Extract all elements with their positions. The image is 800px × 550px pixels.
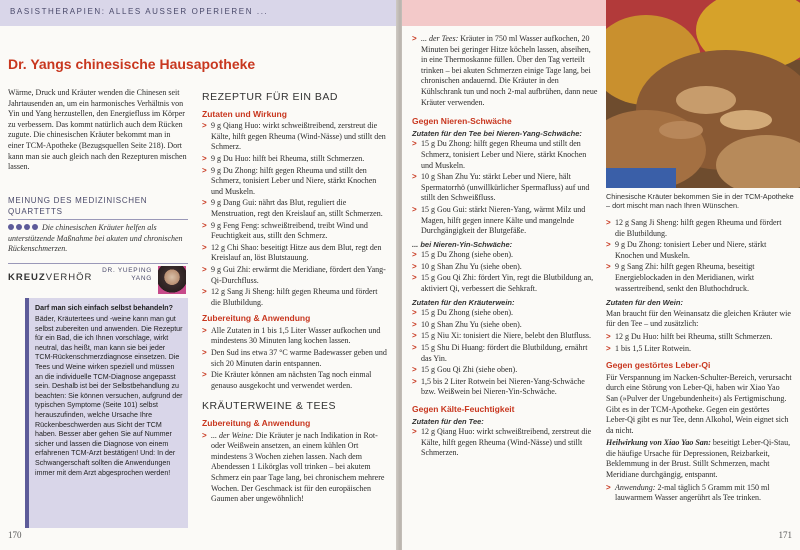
wein-subheading: Zutaten für den Kräuterwein: (412, 297, 515, 307)
list-item: > 15 g Du Zhong: hilft gegen Rheuma und stillt den Schmerz, tonisiert Leber und Niere, stärkt Knochen und Muskeln. (412, 139, 598, 171)
list-item: > 15 g Du Zhong (siehe oben). (412, 308, 598, 319)
leber-text: Für Verspannung im Nacken-Schulter-Bereich, verursacht durch eine Störung von Leber-Qi, haben wir Xiao Yao San (»Pulver der Ungebundenheit«) als Fertigmischung. Gibt es in der TCM-Apotheke. Gegen ein gestörtes Leber-Qi gibt es nur Tee, denn Alkohol, Wein eignet sich da nicht. (606, 372, 792, 435)
list-item: > ... der Tees: Kräuter in 750 ml Wasser aufkochen, 20 Minuten bei geringer Hitze köcheln lassen, abseihen, in eine Thermoskanne füllen. Über den Tag verteilt trinken – bei akuten Schmerzen einige Tage lang, bei chronischen andauernd. Die Kräuter in den Kühlschrank tun und noch 2-mal aufbrühen, dann neue Kräuter verwenden. (412, 34, 598, 108)
list-item: > 15 g Gou Qi Zhi: fördert Yin, regt die Blutbildung an, aktiviert Qi, verbessert die Sehkraft. (412, 273, 598, 294)
zutaten-heading: Zutaten und Wirkung (202, 108, 287, 119)
list-item: > 9 g Sang Zhi: hilft gegen Rheuma, beseitigt Energieblockaden in den Meridianen, wirkt wassertreibend, senkt den Bluthochdruck. (606, 262, 792, 294)
kaelte-list (412, 427, 598, 459)
list-item: > 12 g Sang Ji Sheng: hilft gegen Rheuma und fördert die Blutbildung. (202, 287, 388, 308)
list-item: > 9 g Qiang Huo: wirkt schweißtreibend, zerstreut die Kälte, hilft gegen Rheuma (Wind-Nässe) und stillt den Schmerz. (202, 121, 388, 153)
leber-healing: Heilwirkung von Xiao Yao San: beseitigt Leber-Qi-Stau, die häufige Ursache für Depressionen, Reizbarkeit, Beklemmung in der Brust. Stillt Schmerzen, macht Meridiane durchgängig, entspannt. (606, 438, 791, 480)
list-item: > 12 g Du Huo: hilft bei Rheuma, stillt Schmerzen. (606, 332, 792, 343)
bad-zubereitung-list (202, 326, 388, 392)
running-header (0, 0, 398, 26)
list-item: > Alle Zutaten in 1 bis 1,5 Liter Wasser aufkochen und mindestens 30 Minuten lang kochen lassen. (202, 326, 388, 347)
list-item: > 9 g Du Zhong: tonisiert Leber und Niere, stärkt Knochen und Muskeln. (606, 240, 792, 261)
list-item: > 10 g Shan Zhu Yu (siehe oben). (412, 262, 598, 273)
right-column-2 (606, 218, 792, 505)
rating-dots-icon (8, 223, 40, 232)
kraeuterweine-heading: KRÄUTERWEINE & TEES (202, 400, 336, 413)
herbs-market-image (606, 0, 800, 188)
right-column-1 (412, 34, 598, 460)
intro-column (8, 88, 188, 175)
list-item: > 12 g Chi Shao: beseitigt Hitze aus dem Blut, regt den Kreislauf an, löst Blutstauung. (202, 243, 388, 264)
list-item: > 15 g Du Zhong (siehe oben). (412, 250, 598, 261)
kreuzverhoer-question: Darf man sich einfach selbst behandeln? (35, 304, 173, 312)
kreuzverhoer-title: KREUZVERHÖR (8, 272, 93, 283)
list-item: > 10 g Shan Zhu Yu (siehe oben). (412, 320, 598, 331)
list-item: > 9 g Du Huo: hilft bei Rheuma, stillt Schmerzen. (202, 154, 388, 165)
list-item: > 9 g Gui Zhi: erwärmt die Meridiane, fördert den Yang-Qi-Durchfluss. (202, 265, 388, 286)
running-header-right (402, 0, 606, 26)
kreuzverhoer-box (25, 298, 188, 528)
list-item: > 1,5 bis 2 Liter Rotwein bei Nieren-Yang-Schwäche bzw. Weißwein bei Nieren-Yin-Schwäche. (412, 377, 598, 398)
yin-list (412, 250, 598, 294)
leber-heading: Gegen gestörtes Leber-Qi (606, 360, 711, 371)
bad-heading: REZEPTUR FÜR EIN BAD (202, 91, 339, 103)
expert-name: DR. YUEPING YANG (102, 267, 152, 282)
right-page (402, 0, 800, 550)
list-item: > 1 bis 1,5 Liter Rotwein. (606, 344, 792, 355)
page-number-right: 171 (778, 530, 792, 540)
col2-wein-text: Man braucht für den Weinansatz die gleichen Kräuter wie für den Tee – und zusätzlich: (606, 308, 791, 329)
list-item: > Anwendung: 2-mal täglich 5 Gramm mit 150 ml lauwarmem Wasser angerührt als Tee trinken. (606, 483, 792, 504)
list-item: > 9 g Dang Gui: nährt das Blut, reguliert die Menstruation, regt den Kreislauf an, stillt Schmerzen. (202, 198, 388, 219)
list-item: > 12 g Sang Ji Sheng: hilft gegen Rheuma und fördert die Blutbildung. (606, 218, 792, 239)
col2-wein-subheading: Zutaten für den Wein: (606, 298, 683, 308)
niere-tee-list (412, 139, 598, 236)
list-item: > 10 g Shan Zhu Yu: stärkt Leber und Niere, hält Spermatorrhö (unwillkürlicher Spermafluss) auf und stillt den Schweißfluss. (412, 172, 598, 204)
list-item: > 9 g Feng Feng: schweißtreibend, treibt Wind und Feuchtigkeit aus, stillt den Schmerz. (202, 221, 388, 242)
niere-heading: Gegen Nieren-Schwäche (412, 116, 512, 127)
quartet-heading: MEINUNG DES MEDIZINISCHEN QUARTETTS (8, 196, 188, 220)
quartet-box (8, 196, 188, 254)
quartet-text: Die chinesischen Kräuter helfen als unterstützende Maßnahme bei akuten und chronischen Rückenschmerzen. (8, 223, 183, 253)
list-item: > 15 g Niu Xi: tonisiert die Niere, belebt den Blutfluss. (412, 331, 598, 342)
list-item: > 9 g Du Zhong: hilft gegen Rheuma und stillt den Schmerz, tonisiert Leber und Niere, stärkt Knochen und Muskeln. (202, 166, 388, 198)
kaelte-subheading: Zutaten für den Tee: (412, 416, 484, 426)
bad-zutaten-list (202, 121, 388, 308)
herbs-photo (606, 0, 800, 188)
kreuzverhoer-header (8, 263, 188, 296)
running-header-label: BASISTHERAPIEN: ALLES AUSSER OPERIEREN ... (10, 7, 269, 16)
col2-list (606, 218, 792, 294)
quartet-text-block (8, 223, 188, 254)
wein-list (412, 308, 598, 398)
bad-zubereitung-heading: Zubereitung & Anwendung (202, 313, 311, 324)
list-item: > Den Sud ins etwa 37 °C warme Badewasser geben und sich 20 Minuten darin entspannen. (202, 348, 388, 369)
bad-column (202, 92, 388, 506)
box-accent-bar (25, 298, 29, 528)
expert-avatar (158, 266, 186, 294)
list-item: > 15 g Gou Gui: stärkt Nieren-Yang, wärmt Milz und Magen, hilft gegen innere Kälte und mangelnde Durchgängigkeit der Blutgefäße. (412, 205, 598, 237)
kaelte-heading: Gegen Kälte-Feuchtigkeit (412, 404, 515, 414)
list-item: > Die Kräuter können am nächsten Tag noch einmal genauso ausgekocht und verwendet werden. (202, 370, 388, 391)
page-title: Dr. Yangs chinesische Hausapotheke (8, 56, 256, 72)
list-item: > ... der Weine: Die Kräuter je nach Indikation in Rot- oder Weißwein ansetzen, an einem kühlen Ort mindestens 3 Wochen ziehen lassen. Nach dem Abendessen 1 Likörglas voll trinken – bei akutem Schmerz ein paar Tage lang, bei chronischem mehrere Wochen. Der Geschmack ist für den europäischen Gaumen aber ungewöhnlich! (202, 431, 388, 505)
kreuzverhoer-answer: Bäder, Kräutertees und -weine kann man gut selbst zubereiten und anwenden. Die Rezeptur für ein Bad, die ich Ihnen vorschlage, wirkt neutral, das heißt, man kann sie bei jeder TCM-Rückenschmerzdiagnose einsetzen. Die Tees und Weine wirken speziell und müssen an die individuelle TCM-Diagnose angepasst sein. Deshalb ist bei der Selbstbehandlung zu beachten: Sie können versuchen, aufgrund der typischen Symptome (Seite 101) selbst herauszufinden, welche Ursache Ihre Rückenbeschwerden aus Sicht der TCM haben. Besser aber gehen Sie auf Nummer sicher und lassen die Diagnose von einem erfahrenen TCM-Arzt bestätigen! Und: In der Schwangerschaft sollten die Anwendungen immer mit dem Arzt abgesprochen werden! (35, 315, 183, 477)
list-item: > 15 g Shu Di Huang: fördert die Blutbildung, ernährt das Yin. (412, 343, 598, 364)
col2-wein-list (606, 332, 792, 354)
niere-tee-subheading: Zutaten für den Tee bei Nieren-Yang-Schwäche: (412, 128, 582, 138)
photo-caption: Chinesische Kräuter bekommen Sie in der TCM-Apotheke – dort mischt man nach Ihren Wünschen. (606, 192, 794, 211)
kraeuterweine-zubereitung-heading: Zubereitung & Anwendung (202, 418, 311, 429)
yin-subheading: ... bei Nieren-Yin-Schwäche: (412, 239, 513, 249)
page-number-left: 170 (8, 530, 22, 540)
intro-paragraph: Wärme, Druck und Kräuter wenden die Chinesen seit Jahrtausenden an, um ein harmonisches Verhältnis von Yin und Yang herzustellen, den Energiefluss im Körper zu verbessern. Das kommt natürlich auch dem Rücken zugute. Die chinesischen Kräuter bekommt man in einer TCM-Apotheke (Bezugsquellen Seite 218). Dort kann man sie auch gleich nach den Rezepturen mischen lassen. (8, 88, 187, 172)
left-page (0, 0, 398, 550)
list-item: > 12 g Qiang Huo: wirkt schweißtreibend, zerstreut die Kälte, hilft gegen Rheuma (Wind-Nässe) und stillt Schmerzen. (412, 427, 598, 459)
list-item: > 15 g Gou Qi Zhi (siehe oben). (412, 365, 598, 376)
